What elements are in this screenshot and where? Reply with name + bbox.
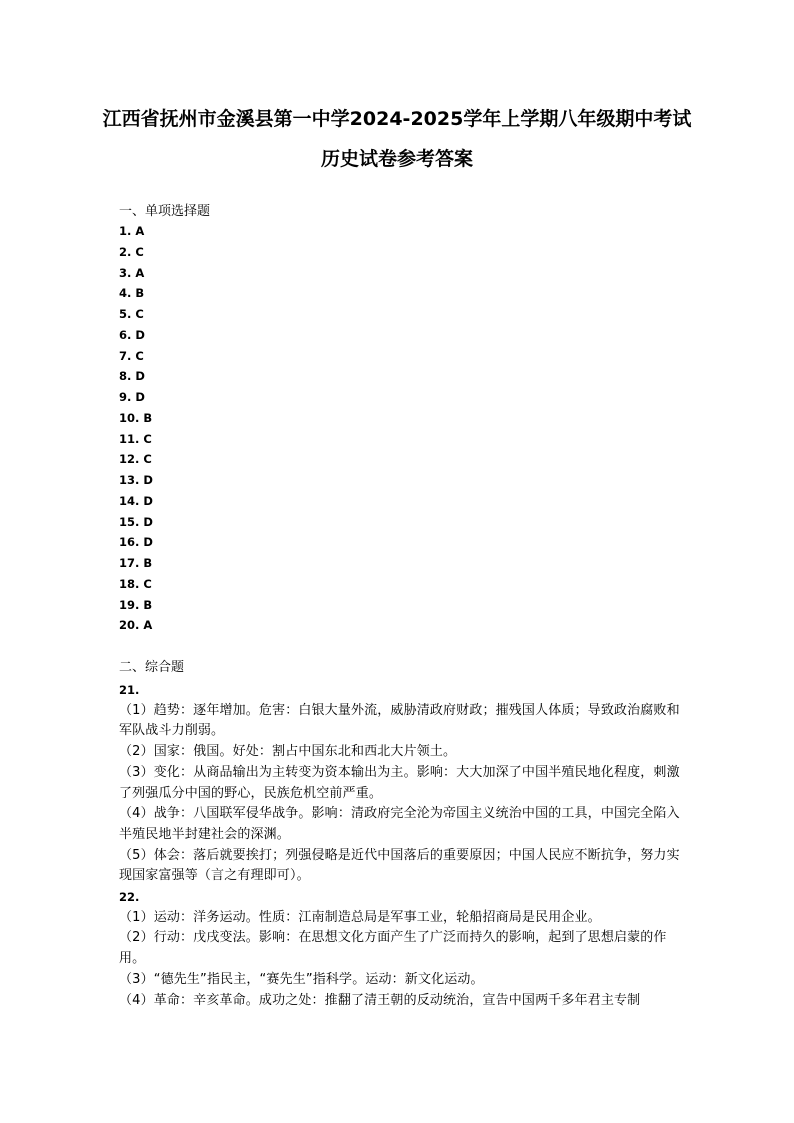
answer-paragraph: （3）变化：从商品输出为主转变为资本输出为主。影响：大大加深了中国半殖民地化程度，刺激了列强瓜分中国的野心，民族危机空前严重。	[119, 764, 680, 801]
answer-item: 2. C	[119, 244, 144, 259]
section-heading-comprehensive: 二、综合题	[119, 660, 185, 675]
multiple-choice-answer-list	[119, 222, 153, 637]
answer-item: 14. D	[119, 493, 153, 508]
section-heading-multiple-choice: 一、单项选择题	[119, 204, 211, 219]
answer-item: 5. C	[119, 307, 144, 321]
answer-paragraph: （1）运动：洋务运动。性质：江南制造总局是军事工业，轮船招商局是民用企业。	[119, 909, 601, 925]
answer-item: 8. D	[119, 369, 145, 384]
answer-item: 10. B	[119, 410, 153, 425]
comprehensive-answers	[119, 680, 689, 1011]
answer-item: 11. C	[119, 431, 152, 446]
answer-item: 19. B	[119, 597, 153, 612]
answer-item: 6. D	[119, 327, 145, 342]
answer-item: 1. A	[119, 224, 145, 238]
answer-item: 20. A	[119, 618, 153, 633]
answer-item: 4. B	[119, 286, 145, 301]
answer-item: 13. D	[119, 473, 153, 487]
question-number: 22.	[119, 890, 140, 905]
answer-item: 15. D	[119, 514, 153, 529]
answer-item: 16. D	[119, 535, 153, 550]
question-number: 21.	[119, 683, 140, 697]
answer-paragraph: （5）体会：落后就要挨打；列强侵略是近代中国落后的重要原因；中国人民应不断抗争，努力实现国家富强等（言之有理即可）。	[119, 847, 680, 884]
answer-item: 7. C	[119, 348, 144, 363]
answer-item: 18. C	[119, 576, 152, 591]
answer-paragraph: （2）国家：俄国。好处：割占中国东北和西北大片领土。	[119, 744, 457, 760]
answer-paragraph: （4）战争：八国联军侵华战争。影响：清政府完全沦为帝国主义统治中国的工具，中国完全陷入半殖民地半封建社会的深渊。	[119, 806, 680, 842]
document-subtitle: 历史试卷参考答案	[320, 148, 473, 170]
answer-paragraph: （3）“德先生”指民主，“赛先生”指科学。运动：新文化运动。	[119, 971, 484, 987]
answer-item: 17. B	[119, 556, 153, 570]
answer-paragraph: （2）行动：戊戌变法。影响：在思想文化方面产生了广泛而持久的影响，起到了思想启蒙的作用。	[119, 930, 667, 967]
answer-item: 12. C	[119, 452, 152, 467]
answer-item: 3. A	[119, 265, 145, 280]
document-title: 江西省抚州市金溪县第一中学2024-2025学年上学期八年级期中考试	[102, 108, 692, 130]
answer-paragraph: （4）革命：辛亥革命。成功之处：推翻了清王朝的反动统治，宣告中国两千多年君主专制	[119, 992, 641, 1008]
answer-paragraph: （1）趋势：逐年增加。危害：白银大量外流，威胁清政府财政；摧残国人体质；导致政治腐败和军队战斗力削弱。	[119, 702, 680, 739]
answer-item: 9. D	[119, 390, 145, 404]
